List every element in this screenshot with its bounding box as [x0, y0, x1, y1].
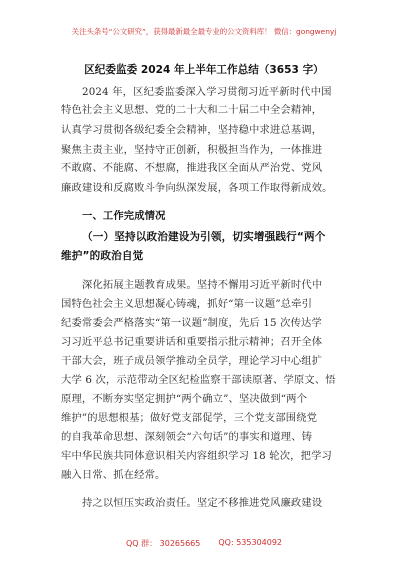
body-text-line: 国特色社会主义思想凝心铸魂，抓好“第一议题”总牵引 — [61, 298, 313, 310]
section-heading: （一）坚持以政治建设为引领，切实增强践行“两个 — [82, 231, 326, 243]
body-text-line: 特色社会主义思想、党的二十大和二十届二中全会精神， — [61, 104, 323, 116]
section-heading: 一、工作完成情况 — [82, 210, 166, 222]
body-text-line: 牢中华民族共同体意识相关内容组织学习 18 轮次，把学习 — [61, 450, 332, 462]
body-text-line: 不敢腐、不能腐、不想腐，推进我区全面从严治党、党风 — [61, 162, 323, 174]
body-text-line: 维护”的思想根基；做好党支部促学，三个党支部围绕党 — [61, 412, 318, 424]
body-text-line: 的自我革命思想、深刻领会“六句话”的事实和道理、铸 — [61, 431, 313, 443]
header-banner: 关注头条号“公文研究”，获得最新最全最专业的公文资料库！ 微信：gongwenyj — [71, 27, 337, 36]
body-text-line: 认真学习贯彻各级纪委全会精神，坚持稳中求进总基调， — [61, 124, 323, 136]
footer-qq-group: QQ 群： 30265665 — [125, 539, 201, 548]
body-text-line: 大学 6 次，示范带动全区纪检监察干部读原著、学原文、悟 — [61, 374, 336, 386]
body-text-line: 习习近平总书记重要讲话和重要指示批示精神；召开全体 — [61, 336, 323, 348]
body-text-line: 原理，不断夯实坚定拥护“两个确立”、坚决做到“两个 — [61, 393, 308, 405]
body-text-line: 纪委常委会严格落实“第一议题”制度，先后 15 次传达学 — [61, 317, 322, 329]
section-heading: 维护”的政治自觉 — [61, 250, 144, 262]
body-text-line: 廉政建设和反腐败斗争向纵深发展，各项工作取得新成效。 — [61, 182, 333, 194]
footer-contacts — [0, 538, 408, 549]
body-text-line: 2024 年，区纪委监委深入学习贯彻习近平新时代中国 — [82, 86, 332, 98]
footer-qq: QQ: 535304092 — [218, 538, 283, 547]
body-text-line: 融入日常、抓在经常。 — [61, 469, 166, 481]
body-text-line: 干部大会，班子成员领学推动全员学，理论学习中心组扩 — [61, 355, 323, 367]
document-title: 区纪委监委 2024 年上半年工作总结（3653 字） — [84, 64, 324, 76]
body-text-line: 深化拓展主题教育成果。坚持不懈用习近平新时代中 — [82, 279, 323, 291]
body-text-line: 聚焦主责主业，坚持守正创新，积极担当作为，一体推进 — [61, 144, 323, 156]
body-text-line: 持之以恒压实政治责任。坚定不移推进党风廉政建设 — [82, 497, 323, 509]
